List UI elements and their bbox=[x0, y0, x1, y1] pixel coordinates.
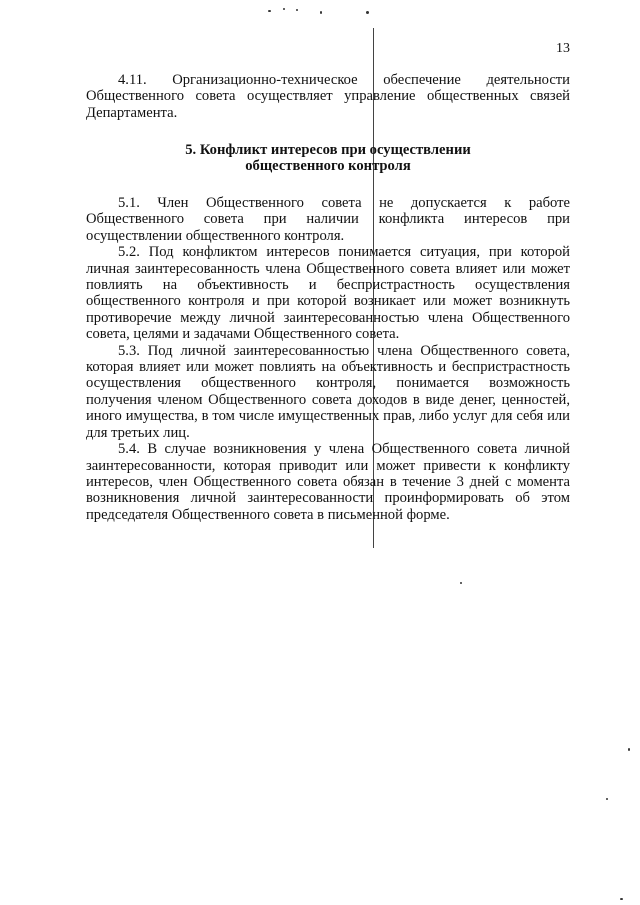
paragraph-5-4: 5.4. В случае возникновения у члена Общественного совета личной заинтересованности, которая приводит или может привести к конфликту интересов, член Общественного совета обязан в течение 3 дней с момента возникновения личной заинтересованности проинформировать об этом председателя Общественного совета в письменной форме. bbox=[86, 441, 570, 523]
paragraph-5-3: 5.3. Под личной заинтересованностью члена Общественного совета, которая влияет или может повлиять на объективность и беспристрастность осуществления общественного контроля, понимается возможность получения членом Общественного совета доходов в виде денег, ценностей, иного имущества, в том числе имущественных прав, либо услуг для себя или для третьих лиц. bbox=[86, 342, 570, 441]
scan-speck bbox=[606, 798, 608, 800]
section-5-heading-line1: 5. Конфликт интересов при осуществлении bbox=[185, 142, 471, 158]
paragraph-5-1: 5.1. Член Общественного совета не допускается к работе Общественного совета при наличии конфликта интересов при осуществлении общественного контроля. bbox=[86, 195, 570, 244]
section-4-block bbox=[86, 72, 570, 121]
scan-speck bbox=[460, 582, 462, 584]
section-5-body bbox=[86, 195, 570, 523]
paragraph-4-11: 4.11. Организационно-техническое обеспечение деятельности Общественного совета осуществляет управление общественных связей Департамента. bbox=[86, 72, 570, 121]
paragraph-5-2: 5.2. Под конфликтом интересов понимается ситуация, при которой личная заинтересованность члена Общественного совета влияет или может повлиять на объективность и беспристрастность осуществления общественного контроля и при которой возникает или может возникнуть противоречие между личной заинтересованностью члена Общественного совета, целями и задачами Общественного совета. bbox=[86, 244, 570, 343]
section-5-heading bbox=[86, 142, 570, 175]
scan-speck bbox=[296, 9, 298, 11]
scan-speck bbox=[268, 10, 271, 12]
scan-speck bbox=[320, 11, 322, 14]
scan-speck bbox=[620, 898, 623, 900]
section-5-heading-line2: общественного контроля bbox=[245, 158, 411, 175]
scan-speck bbox=[283, 8, 285, 10]
scan-speck bbox=[366, 11, 369, 14]
scan-speck bbox=[628, 748, 630, 751]
page-number: 13 bbox=[556, 41, 570, 56]
